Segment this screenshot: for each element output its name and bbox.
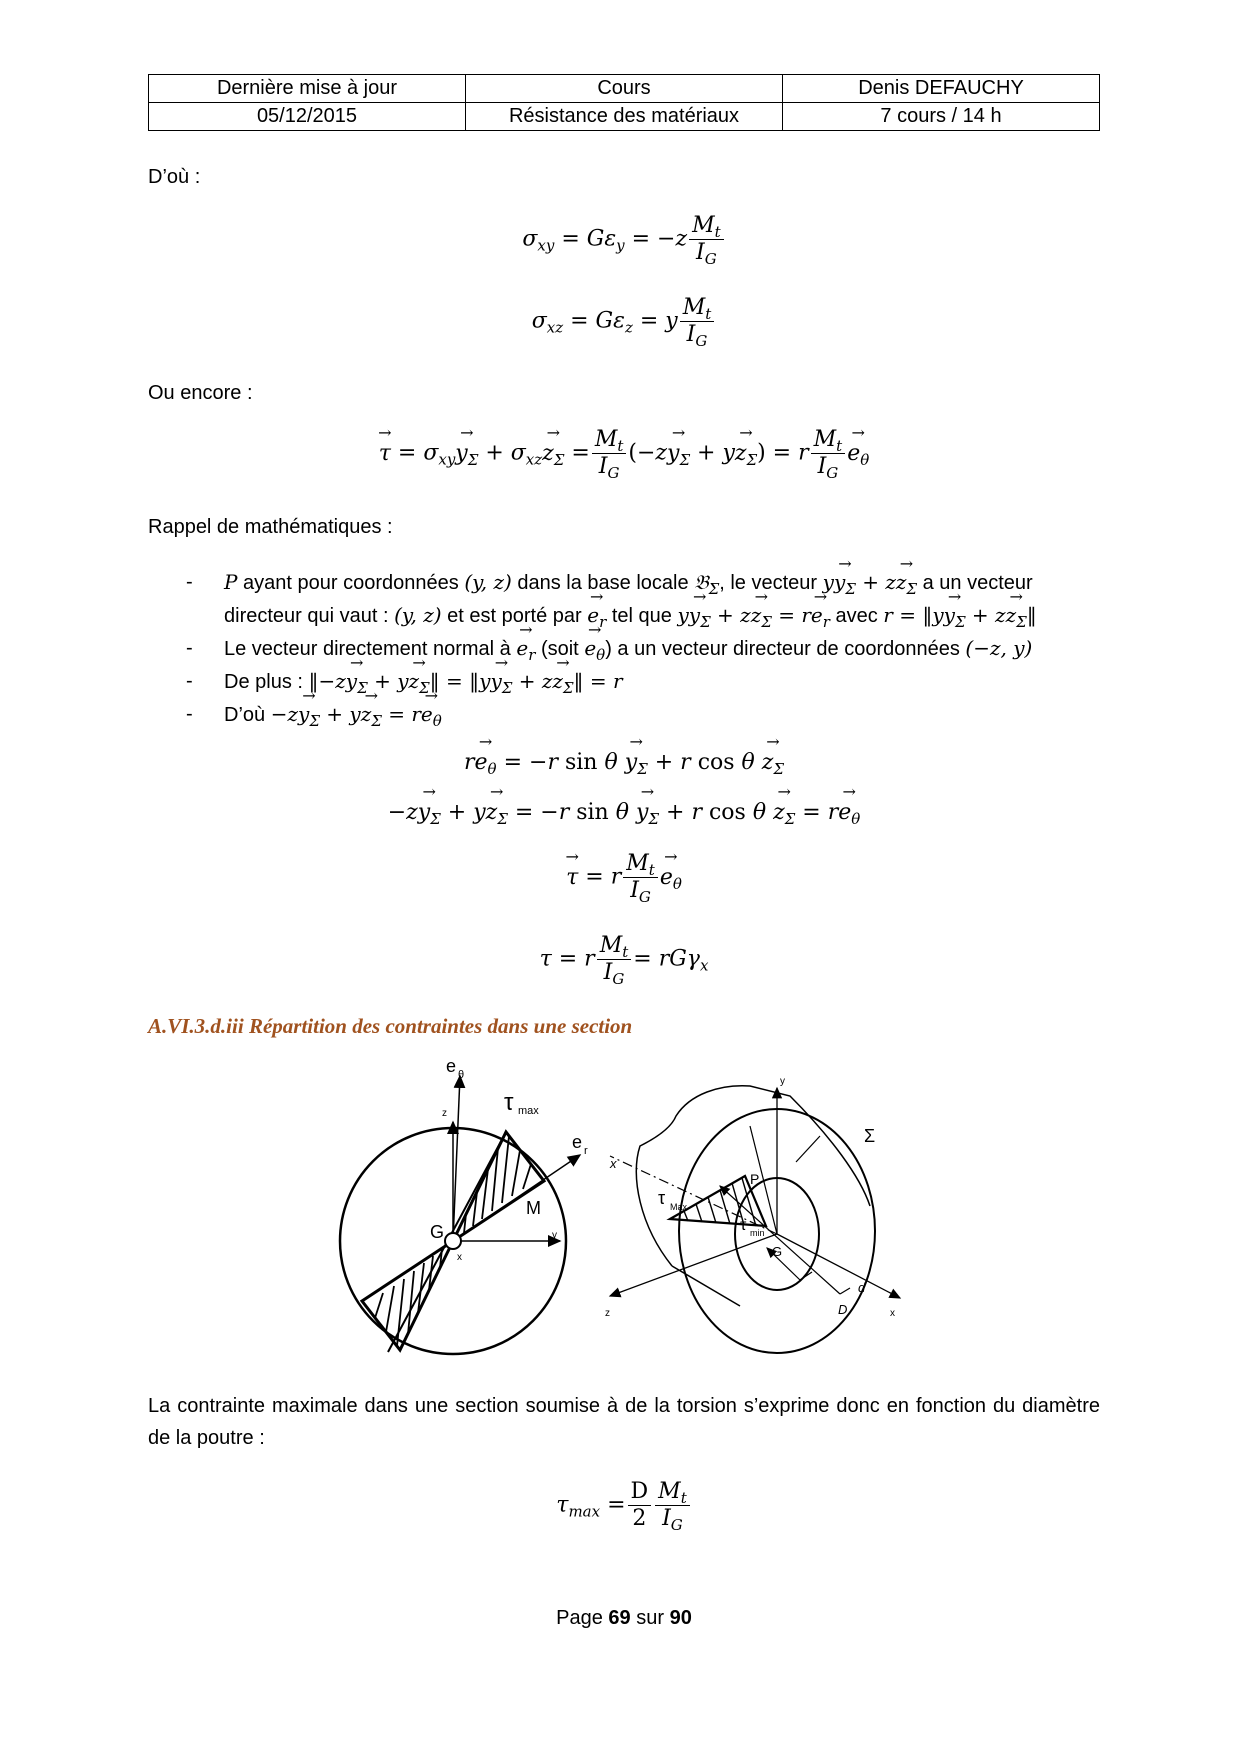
header-row <box>149 75 1100 103</box>
list-item: - De plus : ‖−z→ $y_\Sigma + y\to$ $z_\Sigma‖$ = ‖y→ $y_\Sigma + z\to$ $z_\Sigma‖ = r$ <box>148 665 1100 698</box>
footer-page-word: Page <box>556 1607 603 1629</box>
footer-page-number: 69 <box>608 1607 631 1629</box>
header-cell-updated-label: Dernière mise à jour <box>149 75 466 103</box>
section-heading: A.VI.3.d.iii Répartition des contraintes dans une section <box>148 1014 633 1038</box>
bullet-text: D’où <box>224 704 266 726</box>
tau-max-label: τ <box>504 1089 514 1116</box>
y-sigma-label: y <box>780 1076 785 1087</box>
equation-re-theta: $r\to e_\theta = -r$ $\sin \theta \to y_\Sigma + r$ $\cos \theta \to z_\Sigma$ <box>148 750 1100 775</box>
ou-encore-label: Ou encore : <box>148 382 253 404</box>
x-sigma-label: x <box>890 1308 895 1319</box>
list-item: - Le vecteur directement normal à → $e_r$ (soit → $e_\theta$) a un vecteur directeur de coordonnées (−z, y) <box>148 632 1100 665</box>
bullet-text: tel que <box>611 605 672 627</box>
equation-tau-vector: → $\tau = \sigma_{xy}\to y_\Sigma + \sigma_{xz}\to z_\Sigma$ = $\frac{M_t}{I_G}$ $(-z\to y_\Sigma + y\to z_\Sigma) = r$ $\frac{M_t}{I_G}$ → $e_\theta$ <box>148 428 1100 479</box>
point-g-label: G <box>772 1244 783 1259</box>
shear-stress-circle-diagram <box>330 1062 620 1362</box>
cylinder-torsion-diagram <box>600 1066 910 1366</box>
bullet-text: , le vecteur <box>719 572 818 594</box>
dou-label: D’où : <box>148 166 201 188</box>
bullet-text: et est porté par <box>447 605 582 627</box>
tau-max-label: τ <box>658 1188 666 1208</box>
bullet-text: dans la base locale <box>517 572 689 594</box>
footer-sur: sur <box>636 1607 665 1629</box>
header-cell-type: Cours <box>466 75 783 103</box>
bullet-text: (soit <box>540 638 579 660</box>
header-cell-course-title: Résistance des matériaux <box>466 103 783 131</box>
x-axis-label: x <box>610 1156 617 1171</box>
bullet-text: ) a un vecteur directeur de coordonnées <box>605 638 960 660</box>
header-cell-date: 05/12/2015 <box>149 103 466 131</box>
z-sigma-label: z <box>442 1108 447 1119</box>
diameter-d-label: d <box>858 1280 866 1295</box>
rappel-label: Rappel de mathématiques : <box>148 516 393 538</box>
equation-tau-max: $\tau_{max}$ = $\frac{D}{2}$ $\frac{M_t}{I_G}$ <box>148 1480 1100 1531</box>
max-subscript: Max <box>670 1202 688 1212</box>
header-table <box>148 74 1100 131</box>
bullet-text: avec <box>835 605 878 627</box>
header-cell-author: Denis DEFAUCHY <box>783 75 1100 103</box>
bullet-text: ayant pour coordonnées <box>243 572 459 594</box>
page-footer <box>148 1607 1100 1630</box>
equation-sigma-xz: $\sigma_{xz} = G\varepsilon_z = y$ $\frac{M_t}{I_G}$ <box>148 296 1100 347</box>
math-reminder-list <box>148 566 1100 731</box>
tau-min-label: τ <box>740 1217 747 1234</box>
equation-tau-vector-2: → τ = r $\frac{M_t}{I_G}$ → $e_\theta$ <box>148 852 1100 903</box>
bullet-text: a un vecteur <box>922 572 1033 594</box>
y-sigma-label: y <box>552 1230 557 1241</box>
conclusion-paragraph: La contrainte maximale dans une section soumise à de la torsion s’exprime donc en fonction du diamètre de la poutre : <box>148 1395 1100 1449</box>
bullet-text: Le vecteur directement normal à <box>224 638 511 660</box>
r-subscript: r <box>584 1145 588 1157</box>
e-r-label: e <box>572 1132 583 1152</box>
point-m-label: M <box>526 1198 541 1218</box>
bullet-text: directeur qui vaut : <box>224 605 389 627</box>
min-subscript: min <box>750 1228 765 1238</box>
list-item: - P ayant pour coordonnées (y, z) dans la base locale 𝔅$_\Sigma$, le vecteur $y\to y_\Sigma + z\to z_\Sigma$ a un vecteur directeur qui vaut : (y, z) et est porté par → $e_r$ tel que $y\to y_\Sigma + z\to z_\Sigma = r\to e_r$ avec r = ‖y→ $y_\Sigma + z\to$ $z_\Sigma‖$ <box>148 566 1100 632</box>
list-item: - D’où $-z\to y_\Sigma + y\to z_\Sigma = r\to e_\theta$ <box>148 698 1100 731</box>
max-subscript: max <box>518 1105 539 1117</box>
equation-tau-scalar: τ = r $\frac{M_t}{I_G}$ = rGγ$_x$ <box>539 933 709 988</box>
z-sigma-label: z <box>605 1308 610 1319</box>
footer-total-pages: 90 <box>669 1607 692 1629</box>
header-cell-duration: 7 cours / 14 h <box>783 103 1100 131</box>
x-sigma-label: x <box>457 1252 462 1263</box>
point-p-label: P <box>750 1171 760 1187</box>
bullet-text: De plus : <box>224 671 303 693</box>
diameter-D-label: D <box>838 1302 848 1317</box>
theta-subscript: θ <box>458 1069 465 1081</box>
equation-sigma-xy: $\sigma_{xy} = G\varepsilon_y = -z$ $\frac{M_t}{I_G}$ <box>148 214 1100 265</box>
sigma-label: Σ <box>864 1126 876 1146</box>
equation-combined: $-z\to y_\Sigma + y\to z_\Sigma = -r$ $\sin \theta \to y_\Sigma + r$ $\cos \theta \to z_\Sigma = r\to e_\theta$ <box>148 800 1100 825</box>
point-g-label: G <box>430 1222 445 1242</box>
e-theta-label: e <box>446 1062 457 1076</box>
header-row <box>149 103 1100 131</box>
